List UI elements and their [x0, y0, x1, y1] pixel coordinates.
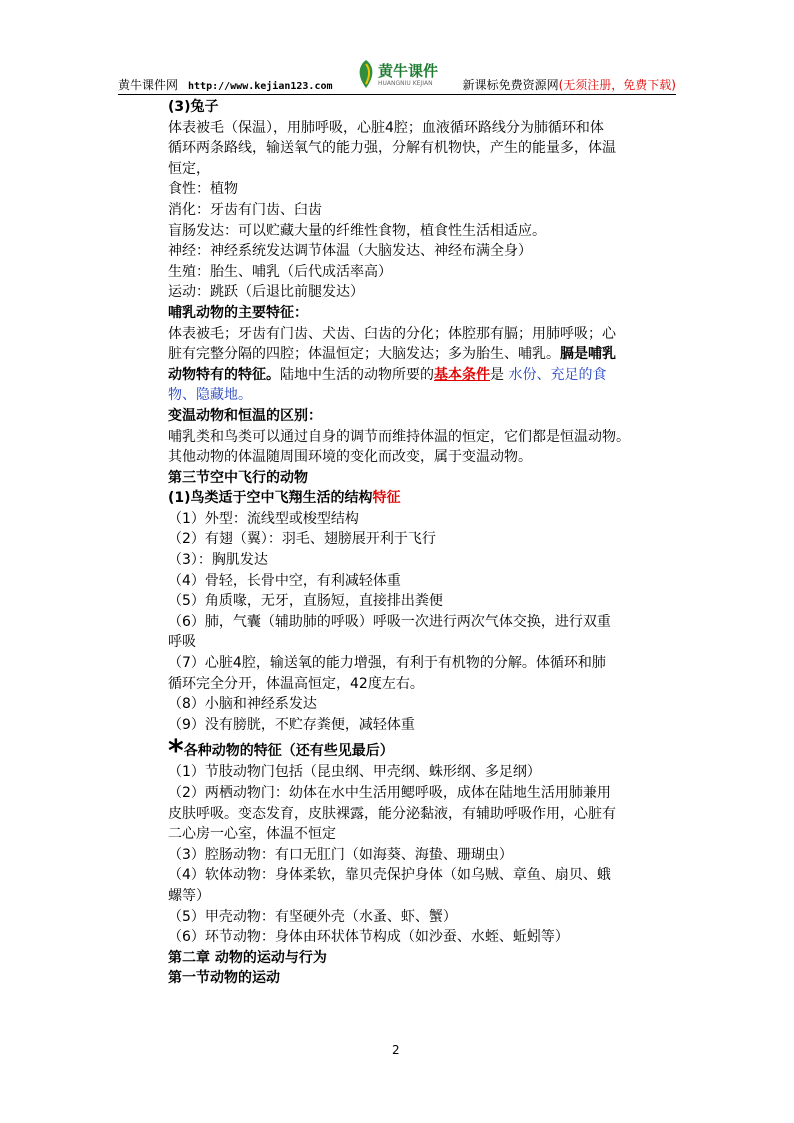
blue-span: 水份、充足的食: [504, 366, 607, 383]
list-item: （6）环节动物：身体由环状体节构成（如沙蚕、水蛭、蚯蚓等）: [168, 929, 569, 946]
header-right-text: 新课标免费资源网: [462, 78, 559, 92]
document-body: [168, 97, 688, 989]
text-line: 神经：神经系统发达调节体温（大脑发达、神经布满全身）: [168, 243, 532, 260]
list-item: （6）肺，气囊（辅助肺的呼吸）呼吸一次进行两次气体交换，进行双重: [168, 613, 611, 630]
header-right: [463, 76, 676, 93]
text-line: 食性：植物: [168, 181, 238, 198]
bold-span: 动物特有的特征。: [168, 366, 280, 383]
list-item-continued: 循环完全分开，体温高恒定，42度左右。: [168, 675, 424, 692]
list-item: （5）甲壳动物：有坚硬外壳（水蚤、虾、蟹）: [168, 908, 457, 925]
list-item-continued: 二心房一心室，体温不恒定: [168, 826, 336, 843]
text-line: 其他动物的体温随周围环境的变化而改变，属于变温动物。: [168, 449, 532, 466]
list-item: （3）：胸肌发达: [168, 552, 268, 569]
list-item: （5）角质喙，无牙，直肠短，直接排出粪便: [168, 593, 443, 610]
list-item-continued: 螺等）: [168, 887, 210, 904]
heading-bird-features: [168, 488, 688, 509]
list-item: （8）小脑和神经系发达: [168, 696, 317, 713]
key-term-basic-conditions: 基本条件: [434, 366, 490, 383]
text-line: 物、隐藏地。: [168, 387, 252, 404]
page-header: [118, 58, 676, 94]
heading-temperature-difference: 变温动物和恒温的区别：: [168, 407, 322, 424]
heading-mammal-features: 哺乳动物的主要特征：: [168, 304, 308, 321]
header-right-note: (无须注册，免费下载): [558, 78, 676, 92]
text-line: 体表被毛（保温），用肺呼吸，心脏4腔；血液循环路线分为肺循环和体: [168, 119, 604, 136]
text-line: 生殖：胎生、哺乳（后代成活率高）: [168, 263, 392, 280]
chapter-heading: 第二章 动物的运动与行为: [168, 949, 327, 966]
list-item: （9）没有膀胱，不贮存粪便，减轻体重: [168, 716, 415, 733]
text-line: [168, 344, 688, 365]
text-line: 盲肠发达：可以贮藏大量的纤维性食物，植食性生活相适应。: [168, 222, 546, 239]
list-item: （4）骨轻，长骨中空，有利减轻体重: [168, 572, 401, 589]
text-span: 是: [490, 366, 504, 383]
header-left: [118, 76, 333, 93]
list-item-continued: 呼吸: [168, 634, 196, 651]
text-line: 体表被毛；牙齿有门齿、犬齿、臼齿的分化；体腔那有膈；用肺呼吸；心: [168, 325, 616, 342]
section-heading-movement: 第一节动物的运动: [168, 970, 280, 987]
heading-animal-features: [168, 734, 688, 770]
logo-subtext: HUANGNIU KEJIAN: [378, 80, 433, 87]
text-span: (1)鸟类适于空中飞翔生活的结构: [168, 490, 373, 507]
list-item: （2）两栖动物门：幼体在水中生活用鳃呼吸，成体在陆地生活用肺兼用: [168, 785, 611, 801]
list-item-continued: 皮肤呼吸。变态发育，皮肤裸露，能分泌黏液，有辅助呼吸作用，心脏有: [168, 805, 616, 822]
text-line: 运动：跳跃（后退比前腿发达）: [168, 284, 364, 301]
bold-span: 膈是哺乳: [560, 346, 616, 363]
header-rule: [118, 94, 676, 95]
logo-icon: [354, 58, 378, 90]
text-line: 哺乳类和鸟类可以通过自身的调节而维持体温的恒定，它们都是恒温动物。: [168, 428, 630, 445]
list-item: （1）外型：流线型或梭型结构: [168, 510, 359, 527]
text-line: [168, 365, 688, 386]
page-number: 2: [392, 1043, 400, 1057]
red-span: 特征: [372, 490, 401, 507]
text-span: 脏有完整分隔的四腔；体温恒定；大脑发达；多为胎生、哺乳。: [168, 346, 560, 363]
site-url[interactable]: http://www.kejian123.com: [188, 81, 333, 92]
text-line: 恒定，: [168, 160, 210, 177]
text-line: 循环两条路线，输送氧气的能力强，分解有机物快，产生的能量多，体温: [168, 140, 616, 157]
text-line: 消化：牙齿有门齿、臼齿: [168, 201, 322, 218]
list-item: （7）心脏4腔，输送氧的能力增强，有利于有机物的分解。体循环和肺: [168, 655, 606, 672]
text-span: 陆地中生活的动物所要的: [280, 366, 434, 383]
list-item: （2）有翅（翼）：羽毛、翅膀展开利于飞行: [168, 531, 436, 548]
text-span: 各种动物的特征（还有些见最后）: [183, 743, 394, 760]
list-item: （4）软体动物：身体柔软，靠贝壳保护身体（如乌贼、章鱼、扇贝、蛾: [168, 867, 611, 884]
list-item: （1）节肢动物门包括（昆虫纲、甲壳纲、蛛形纲、多足纲）: [168, 764, 541, 781]
heading-rabbit: (3)兔子: [168, 99, 219, 115]
section-heading-flying-animals: 第三节空中飞行的动物: [168, 469, 308, 486]
site-logo: [354, 58, 438, 92]
list-item: （3）腔肠动物：有口无肛门（如海葵、海蛰、珊瑚虫）: [168, 846, 513, 863]
logo-text: 黄牛课件: [378, 62, 439, 80]
asterisk-mark: *: [168, 734, 184, 770]
site-name: 黄牛课件网: [118, 78, 179, 92]
